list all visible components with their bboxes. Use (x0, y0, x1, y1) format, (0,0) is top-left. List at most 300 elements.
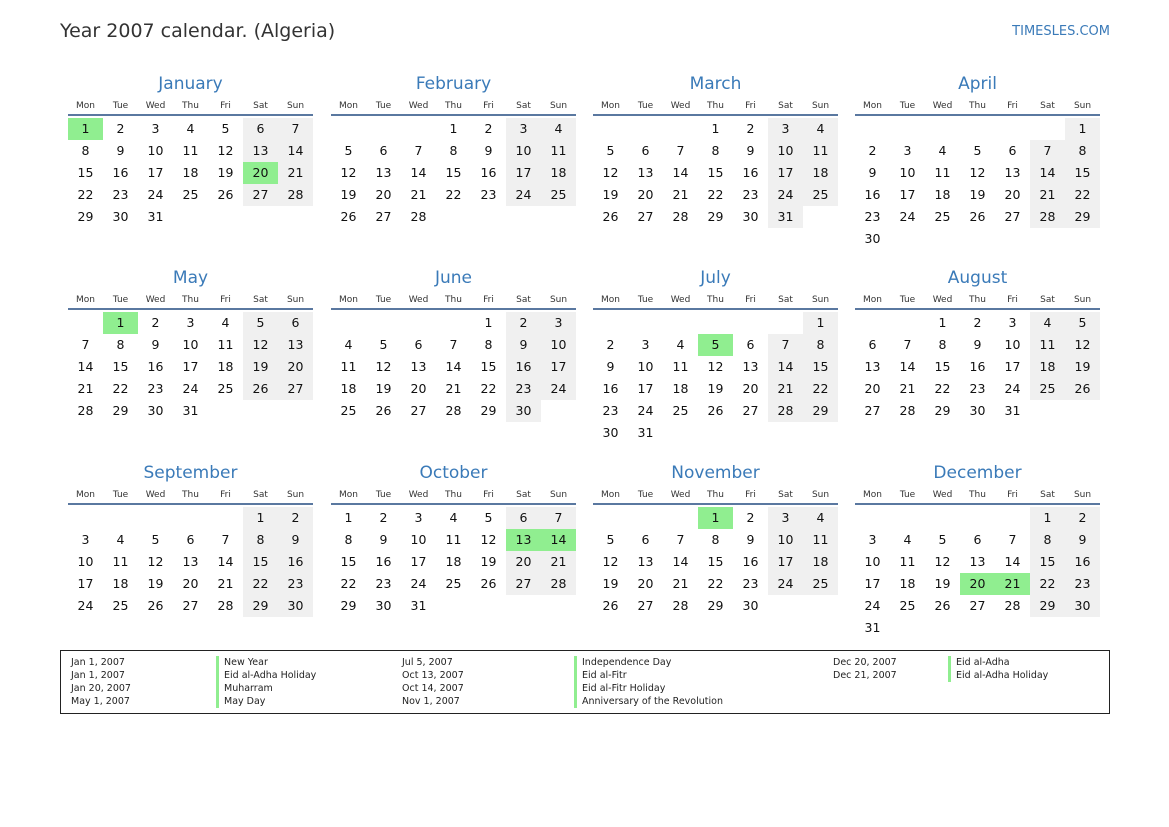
day-cell: 16 (112, 165, 129, 180)
weekday-label: Thu (969, 295, 986, 305)
day-cell: 3 (903, 143, 912, 158)
day-cell: 10 (541, 334, 576, 356)
day-cell: 25 (803, 184, 838, 206)
day-cell: 6 (1008, 143, 1017, 158)
day-cell: 9 (278, 529, 313, 551)
day-cell: 15 (707, 165, 724, 180)
month-december (855, 463, 1100, 639)
weekday-header (68, 487, 313, 505)
month-name: August (947, 268, 1008, 288)
day-cell: 26 (602, 598, 619, 613)
weekday-label: Wed (408, 101, 429, 111)
legend-dates-col-1 (71, 656, 131, 708)
day-grid (331, 312, 576, 422)
day-cell: 5 (379, 337, 388, 352)
weekday-label: Wed (670, 295, 691, 305)
day-cell: 20 (637, 187, 654, 202)
month-name: April (958, 74, 997, 94)
day-cell: 15 (243, 551, 278, 573)
month-january (68, 74, 313, 228)
month-february (331, 74, 576, 228)
day-cell: 24 (637, 403, 654, 418)
weekday-label: Sun (549, 490, 568, 500)
day-grid (68, 312, 313, 422)
day-cell: 29 (77, 209, 94, 224)
day-cell: 14 (899, 359, 916, 374)
weekday-header (331, 292, 576, 310)
day-cell: 21 (410, 187, 427, 202)
weekday-label: Fri (220, 490, 231, 500)
day-cell: 23 (969, 381, 986, 396)
day-cell: 20 (410, 381, 427, 396)
day-cell: 1 (344, 510, 353, 525)
day-cell: 23 (864, 209, 881, 224)
day-cell: 1 (1030, 507, 1065, 529)
day-cell: 6 (973, 532, 982, 547)
day-cell: 2 (746, 121, 755, 136)
day-cell: 24 (410, 576, 427, 591)
legend-holiday-name: Muharram (216, 682, 316, 695)
day-cell: 10 (637, 359, 654, 374)
legend-dates-col-3 (833, 656, 897, 682)
day-cell: 30 (742, 598, 759, 613)
day-cell: 7 (449, 337, 458, 352)
day-cell: 7 (1030, 140, 1065, 162)
day-cell: 27 (637, 598, 654, 613)
day-cell: 29 (934, 403, 951, 418)
weekday-label: Wed (670, 490, 691, 500)
weekday-label: Sun (549, 101, 568, 111)
day-cell: 25 (182, 187, 199, 202)
day-cell: 15 (707, 554, 724, 569)
day-cell: 18 (340, 381, 357, 396)
day-cell: 19 (707, 381, 724, 396)
weekday-header (855, 487, 1100, 505)
weekday-label: Sat (1040, 101, 1055, 111)
day-cell: 26 (340, 209, 357, 224)
day-cell: 22 (77, 187, 94, 202)
day-cell: 28 (278, 184, 313, 206)
legend-date: Oct 13, 2007 (402, 670, 464, 681)
legend-holiday-name: Eid al-Fitr (574, 669, 723, 682)
day-cell: 23 (742, 187, 759, 202)
weekday-label: Wed (670, 101, 691, 111)
day-cell: 2 (379, 510, 388, 525)
day-cell: 24 (768, 184, 803, 206)
legend-dates-col-2 (402, 656, 464, 708)
day-cell: 7 (221, 532, 230, 547)
day-cell: 3 (641, 337, 650, 352)
day-cell: 17 (864, 576, 881, 591)
month-name: September (143, 463, 238, 483)
legend-date: Dec 20, 2007 (833, 657, 897, 668)
day-cell: 19 (340, 187, 357, 202)
day-cell: 17 (768, 551, 803, 573)
day-cell: 15 (1065, 162, 1100, 184)
day-cell: 23 (1065, 573, 1100, 595)
day-cell: 30 (1065, 595, 1100, 617)
day-cell: 15 (112, 359, 129, 374)
day-cell: 27 (182, 598, 199, 613)
weekday-label: Mon (601, 295, 620, 305)
day-cell: 10 (147, 143, 164, 158)
day-cell: 18 (112, 576, 129, 591)
day-cell: 22 (480, 381, 497, 396)
day-cell: 7 (541, 507, 576, 529)
weekday-label: Fri (745, 295, 756, 305)
day-cell: 14 (445, 359, 462, 374)
day-grid (331, 118, 576, 228)
weekday-header (68, 292, 313, 310)
day-cell: 5 (221, 121, 230, 136)
day-cell: 6 (243, 118, 278, 140)
day-cell: 19 (217, 165, 234, 180)
day-cell: 2 (484, 121, 493, 136)
day-cell: 7 (676, 143, 685, 158)
legend-date: Jul 5, 2007 (402, 657, 453, 668)
day-cell: 2 (973, 315, 982, 330)
day-cell: 14 (278, 140, 313, 162)
day-cell: 26 (147, 598, 164, 613)
day-cell: 25 (541, 184, 576, 206)
day-cell: 4 (541, 118, 576, 140)
day-cell: 16 (864, 187, 881, 202)
day-cell: 8 (116, 337, 125, 352)
day-cell: 28 (445, 403, 462, 418)
day-cell: 30 (602, 425, 619, 440)
day-cell: 4 (116, 532, 125, 547)
day-cell: 20 (1004, 187, 1021, 202)
day-cell: 24 (506, 184, 541, 206)
day-cell: 4 (938, 143, 947, 158)
day-cell: 16 (969, 359, 986, 374)
day-grid (593, 118, 838, 228)
day-cell: 19 (147, 576, 164, 591)
weekday-label: Tue (637, 490, 654, 500)
day-cell: 10 (899, 165, 916, 180)
weekday-label: Tue (899, 101, 916, 111)
day-cell: 12 (1065, 334, 1100, 356)
holiday-day-cell: 21 (995, 573, 1030, 595)
month-name: February (415, 74, 492, 94)
day-cell: 18 (803, 551, 838, 573)
day-cell: 18 (899, 576, 916, 591)
weekday-label: Thu (182, 295, 199, 305)
site-link[interactable]: TIMESLES.COM (1012, 24, 1110, 39)
day-cell: 22 (340, 576, 357, 591)
day-cell: 1 (711, 121, 720, 136)
day-cell: 15 (445, 165, 462, 180)
month-name: July (700, 268, 731, 288)
month-september (68, 463, 313, 617)
weekday-label: Tue (899, 490, 916, 500)
day-cell: 11 (182, 143, 199, 158)
day-cell: 6 (641, 143, 650, 158)
holiday-day-cell: 14 (541, 529, 576, 551)
month-may (68, 268, 313, 422)
day-cell: 20 (375, 187, 392, 202)
day-cell: 21 (899, 381, 916, 396)
day-cell: 29 (243, 595, 278, 617)
day-cell: 15 (340, 554, 357, 569)
day-cell: 31 (410, 598, 427, 613)
day-cell: 14 (217, 554, 234, 569)
weekday-label: Sun (1073, 101, 1092, 111)
day-cell: 23 (375, 576, 392, 591)
day-cell: 27 (969, 598, 986, 613)
day-grid (68, 118, 313, 228)
day-cell: 19 (934, 576, 951, 591)
day-cell: 24 (864, 598, 881, 613)
day-cell: 24 (147, 187, 164, 202)
day-cell: 12 (934, 554, 951, 569)
day-cell: 25 (445, 576, 462, 591)
day-cell: 9 (868, 165, 877, 180)
day-cell: 21 (278, 162, 313, 184)
day-cell: 19 (375, 381, 392, 396)
day-cell: 7 (278, 118, 313, 140)
day-cell: 27 (506, 573, 541, 595)
day-cell: 24 (899, 209, 916, 224)
holiday-day-cell: 13 (506, 529, 541, 551)
weekday-label: Thu (707, 101, 724, 111)
day-cell: 28 (1030, 206, 1065, 228)
day-cell: 22 (707, 187, 724, 202)
weekday-label: Thu (445, 490, 462, 500)
day-cell: 21 (445, 381, 462, 396)
day-cell: 21 (672, 576, 689, 591)
day-cell: 2 (278, 507, 313, 529)
legend-names-col-1 (216, 656, 316, 708)
weekday-header (593, 292, 838, 310)
day-cell: 3 (186, 315, 195, 330)
day-cell: 28 (541, 573, 576, 595)
day-cell: 5 (484, 510, 493, 525)
month-june (331, 268, 576, 422)
day-cell: 2 (116, 121, 125, 136)
day-cell: 3 (541, 312, 576, 334)
day-cell: 15 (934, 359, 951, 374)
day-cell: 18 (182, 165, 199, 180)
day-cell: 6 (278, 312, 313, 334)
legend-holiday-name: Independence Day (574, 656, 723, 669)
day-cell: 30 (742, 209, 759, 224)
weekday-label: Fri (1007, 490, 1018, 500)
day-cell: 13 (410, 359, 427, 374)
day-cell: 17 (768, 162, 803, 184)
day-cell: 19 (969, 187, 986, 202)
weekday-label: Fri (220, 101, 231, 111)
day-cell: 9 (379, 532, 388, 547)
day-cell: 13 (637, 165, 654, 180)
day-cell: 13 (182, 554, 199, 569)
holiday-day-cell: 20 (243, 162, 278, 184)
legend-holiday-name: May Day (216, 695, 316, 708)
month-august (855, 268, 1100, 422)
day-cell: 14 (672, 165, 689, 180)
day-cell: 29 (1030, 595, 1065, 617)
month-name: October (419, 463, 488, 483)
day-cell: 11 (672, 359, 689, 374)
day-cell: 20 (506, 551, 541, 573)
legend-date: Nov 1, 2007 (402, 696, 460, 707)
day-cell: 3 (1008, 315, 1017, 330)
day-cell: 29 (112, 403, 129, 418)
day-cell: 5 (606, 143, 615, 158)
day-cell: 4 (186, 121, 195, 136)
weekday-label: Tue (637, 101, 654, 111)
day-cell: 8 (243, 529, 278, 551)
day-cell: 29 (707, 598, 724, 613)
weekday-label: Fri (483, 490, 494, 500)
day-cell: 18 (541, 162, 576, 184)
day-cell: 24 (1004, 381, 1021, 396)
day-cell: 16 (278, 551, 313, 573)
day-cell: 13 (742, 359, 759, 374)
day-cell: 16 (147, 359, 164, 374)
day-cell: 9 (1065, 529, 1100, 551)
day-cell: 6 (379, 143, 388, 158)
day-cell: 16 (1065, 551, 1100, 573)
legend-date: Dec 21, 2007 (833, 670, 897, 681)
day-cell: 13 (278, 334, 313, 356)
day-cell: 22 (1030, 573, 1065, 595)
day-cell: 8 (1065, 140, 1100, 162)
month-july (593, 268, 838, 444)
day-cell: 14 (1004, 554, 1021, 569)
weekday-label: Fri (220, 295, 231, 305)
day-cell: 1 (803, 312, 838, 334)
day-cell: 17 (147, 165, 164, 180)
legend-holiday-name: Eid al-Adha (948, 656, 1048, 669)
day-cell: 4 (676, 337, 685, 352)
day-cell: 26 (480, 576, 497, 591)
day-cell: 13 (1004, 165, 1021, 180)
weekday-label: Mon (76, 101, 95, 111)
day-cell: 7 (903, 337, 912, 352)
day-cell: 30 (375, 598, 392, 613)
weekday-label: Sun (811, 490, 830, 500)
day-cell: 2 (506, 312, 541, 334)
day-cell: 17 (410, 554, 427, 569)
weekday-label: Sun (286, 295, 305, 305)
day-cell: 28 (768, 400, 803, 422)
legend-names-col-3 (948, 656, 1048, 682)
day-cell: 23 (278, 573, 313, 595)
day-cell: 15 (480, 359, 497, 374)
day-cell: 28 (217, 598, 234, 613)
day-cell: 30 (969, 403, 986, 418)
day-cell: 5 (973, 143, 982, 158)
day-cell: 18 (672, 381, 689, 396)
day-cell: 19 (602, 187, 619, 202)
day-cell: 27 (742, 403, 759, 418)
day-cell: 21 (77, 381, 94, 396)
day-grid (855, 312, 1100, 422)
day-cell: 10 (1004, 337, 1021, 352)
weekday-label: Mon (863, 490, 882, 500)
day-cell: 1 (484, 315, 493, 330)
day-cell: 4 (803, 118, 838, 140)
day-cell: 17 (899, 187, 916, 202)
weekday-label: Mon (601, 490, 620, 500)
day-cell: 23 (480, 187, 497, 202)
day-cell: 1 (1065, 118, 1100, 140)
day-cell: 16 (480, 165, 497, 180)
day-cell: 28 (1004, 598, 1021, 613)
legend-holiday-name: Eid al-Fitr Holiday (574, 682, 723, 695)
weekday-label: Thu (182, 101, 199, 111)
day-cell: 18 (934, 187, 951, 202)
day-cell: 8 (484, 337, 493, 352)
day-cell: 25 (217, 381, 234, 396)
day-cell: 30 (506, 400, 541, 422)
day-cell: 20 (742, 381, 759, 396)
day-cell: 8 (803, 334, 838, 356)
day-cell: 14 (768, 356, 803, 378)
day-cell: 17 (541, 356, 576, 378)
day-cell: 20 (864, 381, 881, 396)
day-cell: 19 (1065, 356, 1100, 378)
month-name: June (434, 268, 473, 288)
weekday-label: Sat (516, 295, 531, 305)
day-cell: 23 (112, 187, 129, 202)
day-cell: 27 (1004, 209, 1021, 224)
weekday-label: Tue (637, 295, 654, 305)
day-cell: 15 (77, 165, 94, 180)
day-cell: 21 (768, 378, 803, 400)
day-cell: 9 (506, 334, 541, 356)
day-cell: 12 (147, 554, 164, 569)
day-cell: 30 (147, 403, 164, 418)
day-cell: 2 (606, 337, 615, 352)
holiday-day-cell: 1 (698, 507, 733, 529)
day-cell: 9 (606, 359, 615, 374)
weekday-label: Sat (253, 295, 268, 305)
legend-date: Jan 1, 2007 (71, 657, 125, 668)
day-cell: 11 (541, 140, 576, 162)
page-title: Year 2007 calendar. (Algeria) (60, 20, 336, 42)
day-cell: 25 (340, 403, 357, 418)
day-cell: 13 (375, 165, 392, 180)
day-cell: 3 (768, 118, 803, 140)
day-cell: 12 (707, 359, 724, 374)
weekday-header (855, 292, 1100, 310)
day-cell: 25 (1030, 378, 1065, 400)
holiday-day-cell: 5 (698, 334, 733, 356)
month-name: May (172, 268, 209, 288)
weekday-label: Mon (339, 101, 358, 111)
weekday-label: Fri (1007, 295, 1018, 305)
day-cell: 12 (375, 359, 392, 374)
day-cell: 2 (746, 510, 755, 525)
weekday-label: Wed (932, 490, 953, 500)
weekday-label: Thu (969, 490, 986, 500)
day-cell: 14 (410, 165, 427, 180)
day-cell: 2 (868, 143, 877, 158)
day-cell: 11 (340, 359, 357, 374)
day-cell: 17 (182, 359, 199, 374)
day-cell: 9 (973, 337, 982, 352)
day-cell: 4 (344, 337, 353, 352)
day-cell: 31 (182, 403, 199, 418)
day-cell: 9 (746, 532, 755, 547)
day-cell: 17 (77, 576, 94, 591)
day-cell: 14 (77, 359, 94, 374)
day-cell: 11 (217, 337, 234, 352)
day-cell: 16 (602, 381, 619, 396)
day-cell: 29 (803, 400, 838, 422)
